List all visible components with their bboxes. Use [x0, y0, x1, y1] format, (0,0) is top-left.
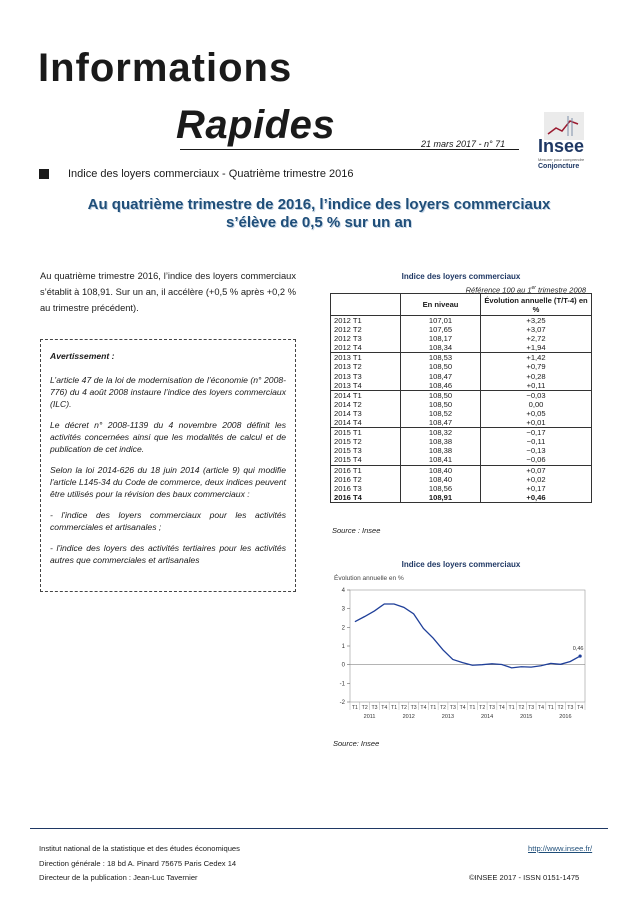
- table-row: [331, 446, 592, 455]
- chart-ytick-label: 0: [341, 662, 345, 669]
- chart-xtick-label: T1: [430, 705, 437, 711]
- table-row: [331, 343, 592, 353]
- table-cell-level: 107,01: [401, 316, 481, 326]
- footer-institute: Institut national de la statistique et des études économiques: [39, 844, 240, 853]
- chart-xtick-label: T1: [351, 705, 358, 711]
- table-row: [331, 400, 592, 409]
- footer-link[interactable]: http://www.insee.fr/: [528, 844, 593, 853]
- table-row: [331, 455, 592, 465]
- table-cell-level: 108,34: [401, 343, 481, 353]
- headline: [40, 196, 598, 232]
- warning-paragraph: Selon la loi 2014-626 du 18 juin 2014 (article 9) qui modifie l'article L145-34 du Code de commerce, deux indices peuvent être utilisés pour la révision des baux commerciaux :: [50, 465, 286, 499]
- chart-year-label: 2013: [441, 714, 455, 720]
- chart-xtick-label: T3: [371, 705, 378, 711]
- table-cell-period: 2013 T1: [331, 353, 401, 363]
- table-row: [331, 325, 592, 334]
- table-cell-period: 2014 T1: [331, 390, 401, 400]
- table-cell-period: 2015 T2: [331, 437, 401, 446]
- title-underline: [180, 149, 519, 150]
- warning-paragraph: - l'indice des loyers commerciaux pour les activités commerciales et artisanales ;: [50, 510, 286, 532]
- chart-xtick-label: T4: [498, 705, 505, 711]
- table-row: [331, 409, 592, 418]
- issue-date: 21 mars 2017 - n° 71: [421, 139, 506, 149]
- table-body: [331, 316, 592, 503]
- table-cell-level: 108,46: [401, 381, 481, 391]
- table-cell-evolution: +0,28: [481, 372, 592, 381]
- chart-xtick-label: T1: [508, 705, 515, 711]
- table-cell-evolution: +0,05: [481, 409, 592, 418]
- chart-year-label: 2011: [363, 714, 376, 720]
- table-cell-level: 108,52: [401, 409, 481, 418]
- chart-xtick-label: T1: [547, 705, 554, 711]
- chart-xtick-label: T2: [400, 705, 407, 711]
- table-cell-level: 108,47: [401, 418, 481, 428]
- publication-title-informations: Informations: [38, 46, 293, 90]
- table-cell-period: 2016 T4: [331, 493, 401, 503]
- chart-xtick-label: T1: [469, 705, 476, 711]
- table-cell-level: 108,41: [401, 455, 481, 465]
- table-cell-evolution: +0,02: [481, 475, 592, 484]
- table-row: [331, 465, 592, 475]
- footer-address: Direction générale : 18 bd A. Pinard 75675 Paris Cedex 14: [39, 859, 237, 868]
- table-cell-period: 2015 T4: [331, 455, 401, 465]
- table-header-level: En niveau: [401, 294, 481, 316]
- table-cell-level: 108,38: [401, 437, 481, 446]
- table-cell-level: 108,53: [401, 353, 481, 363]
- table-cell-period: 2013 T3: [331, 372, 401, 381]
- chart-ytick-label: 3: [341, 606, 345, 613]
- table-row: [331, 362, 592, 371]
- table-row: [331, 316, 592, 326]
- table-cell-level: 107,65: [401, 325, 481, 334]
- table-title: Indice des loyers commerciaux: [401, 272, 521, 281]
- headline-line-1: Au quatrième trimestre de 2016, l’indice des loyers commerciaux: [87, 196, 551, 213]
- footer-copyright: ©INSEE 2017 - ISSN 0151-1475: [469, 873, 580, 882]
- chart-plot-area: [350, 590, 585, 702]
- table-row: [331, 372, 592, 381]
- chart-data-label: 0,46: [572, 646, 584, 653]
- chart-xtick-label: T4: [459, 705, 466, 711]
- table-cell-level: 108,17: [401, 334, 481, 343]
- table-cell-evolution: +1,42: [481, 353, 592, 363]
- chart-xtick-label: T4: [577, 705, 584, 711]
- chart-series-line: [355, 604, 580, 668]
- table-cell-level: 108,50: [401, 362, 481, 371]
- chart-xtick-label: T2: [479, 705, 486, 711]
- footer-director: Directeur de la publication : Jean-Luc Tavernier: [39, 873, 198, 882]
- chart-ytick-label: 4: [341, 588, 345, 594]
- headline-line-2: s’élève de 0,5 % sur un an: [226, 214, 412, 231]
- table-row: [331, 493, 592, 503]
- table-cell-level: 108,38: [401, 446, 481, 455]
- table-row: [331, 353, 592, 363]
- table-cell-level: 108,32: [401, 428, 481, 438]
- table-cell-level: 108,40: [401, 465, 481, 475]
- table-cell-level: 108,47: [401, 372, 481, 381]
- chart-ylabel: Évolution annuelle en %: [334, 575, 404, 582]
- table-row: [331, 484, 592, 493]
- footer-divider: [30, 828, 608, 829]
- logo-name: Insee: [538, 136, 585, 156]
- table-cell-evolution: +0,79: [481, 362, 592, 371]
- table-cell-period: 2016 T3: [331, 484, 401, 493]
- chart-xtick-label: T3: [528, 705, 535, 711]
- table-cell-level: 108,50: [401, 390, 481, 400]
- chart-xtick-label: T3: [567, 705, 574, 711]
- chart-year-label: 2014: [480, 714, 494, 720]
- table-row: [331, 437, 592, 446]
- table-row: [331, 428, 592, 438]
- chart-xtick-label: T2: [361, 705, 368, 711]
- publication-title-rapides: Rapides: [176, 103, 336, 147]
- table-cell-evolution: +0,01: [481, 418, 592, 428]
- table-cell-evolution: +3,07: [481, 325, 592, 334]
- table-cell-period: 2014 T2: [331, 400, 401, 409]
- chart-ytick-label: 1: [341, 644, 345, 650]
- table-cell-evolution: +0,17: [481, 484, 592, 493]
- chart-ytick-label: 2: [341, 625, 345, 632]
- table-cell-period: 2012 T2: [331, 325, 401, 334]
- table-cell-period: 2012 T1: [331, 316, 401, 326]
- chart-year-label: 2012: [402, 714, 415, 720]
- intro-paragraph: Au quatrième trimestre 2016, l’indice des loyers commerciaux s’établit à 108,91. Sur un an, il accélère (+0,5 % après +0,2 % au trimestre précédent).: [40, 271, 296, 313]
- table-cell-level: 108,50: [401, 400, 481, 409]
- table-cell-period: 2016 T2: [331, 475, 401, 484]
- table-cell-evolution: +0,07: [481, 465, 592, 475]
- table-cell-evolution: +1,94: [481, 343, 592, 353]
- chart-point-last: [579, 654, 582, 657]
- chart-xtick-label: T2: [518, 705, 525, 711]
- subtitle: Indice des loyers commerciaux - Quatrième trimestre 2016: [68, 168, 354, 180]
- chart-xtick-label: T3: [488, 705, 496, 711]
- table-row: [331, 418, 592, 428]
- chart-title: Indice des loyers commerciaux: [401, 560, 521, 569]
- warning-paragraph: Le décret n° 2008-1139 du 4 novembre 2008 définit les activités concernées ainsi que les modalités de calcul et de publication de cet indice.: [50, 420, 286, 454]
- chart-xtick-label: T3: [449, 705, 456, 711]
- chart-ytick-label: -2: [339, 700, 345, 706]
- chart-year-label: 2016: [559, 714, 572, 720]
- table-header-period: [331, 294, 401, 316]
- table-header-evolution: Évolution annuelle (T/T-4) en %: [481, 294, 592, 316]
- warning-box: [40, 339, 296, 592]
- table-cell-period: 2013 T4: [331, 381, 401, 391]
- table-cell-period: 2014 T3: [331, 409, 401, 418]
- line-chart: [330, 570, 592, 728]
- table-cell-evolution: −0,17: [481, 428, 592, 438]
- table-cell-period: 2015 T1: [331, 428, 401, 438]
- table-cell-evolution: −0,06: [481, 455, 592, 465]
- table-row: [331, 334, 592, 343]
- table-cell-period: 2013 T2: [331, 362, 401, 371]
- table-cell-evolution: +2,72: [481, 334, 592, 343]
- chart-xtick-label: T4: [537, 705, 544, 711]
- bullet-square-icon: [39, 169, 49, 179]
- table-cell-level: 108,91: [401, 493, 481, 503]
- table-cell-evolution: +0,11: [481, 381, 592, 391]
- chart-source: Source: Insee: [333, 739, 380, 748]
- chart-year-label: 2015: [520, 714, 533, 720]
- table-row: [331, 381, 592, 391]
- table-reference: Référence 100 au 1er trimestre 2008: [465, 285, 586, 295]
- chart-xtick-label: T4: [381, 705, 388, 711]
- table-cell-period: 2012 T3: [331, 334, 401, 343]
- chart-xtick-label: T3: [410, 705, 417, 711]
- table-cell-evolution: −0,13: [481, 446, 592, 455]
- table-cell-period: 2016 T1: [331, 465, 401, 475]
- chart-xtick-label: T2: [439, 705, 447, 711]
- chart-xtick-label: T1: [391, 705, 398, 711]
- logo-subtitle: Mesurer pour comprendre: [538, 157, 585, 162]
- table-row: [331, 475, 592, 484]
- table-source: Source : Insee: [332, 526, 381, 535]
- table-cell-period: 2014 T4: [331, 418, 401, 428]
- chart-ytick-label: -1: [339, 681, 345, 688]
- table-cell-evolution: −0,11: [481, 437, 592, 446]
- insee-logo: [536, 112, 592, 174]
- warning-title: Avertissement :: [50, 351, 115, 361]
- chart-xtick-label: T2: [557, 705, 564, 711]
- table-header-row: [331, 294, 592, 316]
- table-cell-evolution: 0,00: [481, 400, 592, 409]
- table-cell-level: 108,40: [401, 475, 481, 484]
- warning-paragraph: L’article 47 de la loi de modernisation de l’économie (n° 2008-776) du 4 août 2008 instaure l’indice des loyers commerciaux (ILC).: [50, 375, 286, 409]
- table-cell-period: 2012 T4: [331, 343, 401, 353]
- index-table: [330, 293, 592, 503]
- logo-tag: Conjoncture: [538, 163, 580, 170]
- table-cell-evolution: −0,03: [481, 390, 592, 400]
- table-cell-period: 2015 T3: [331, 446, 401, 455]
- table-cell-evolution: +0,46: [481, 493, 592, 503]
- table-cell-level: 108,56: [401, 484, 481, 493]
- table-cell-evolution: +3,25: [481, 316, 592, 326]
- warning-paragraph: - l'indice des loyers des activités tertiaires pour les activités autres que commerciales et artisanales: [50, 543, 286, 565]
- table-row: [331, 390, 592, 400]
- chart-xtick-label: T4: [420, 705, 427, 711]
